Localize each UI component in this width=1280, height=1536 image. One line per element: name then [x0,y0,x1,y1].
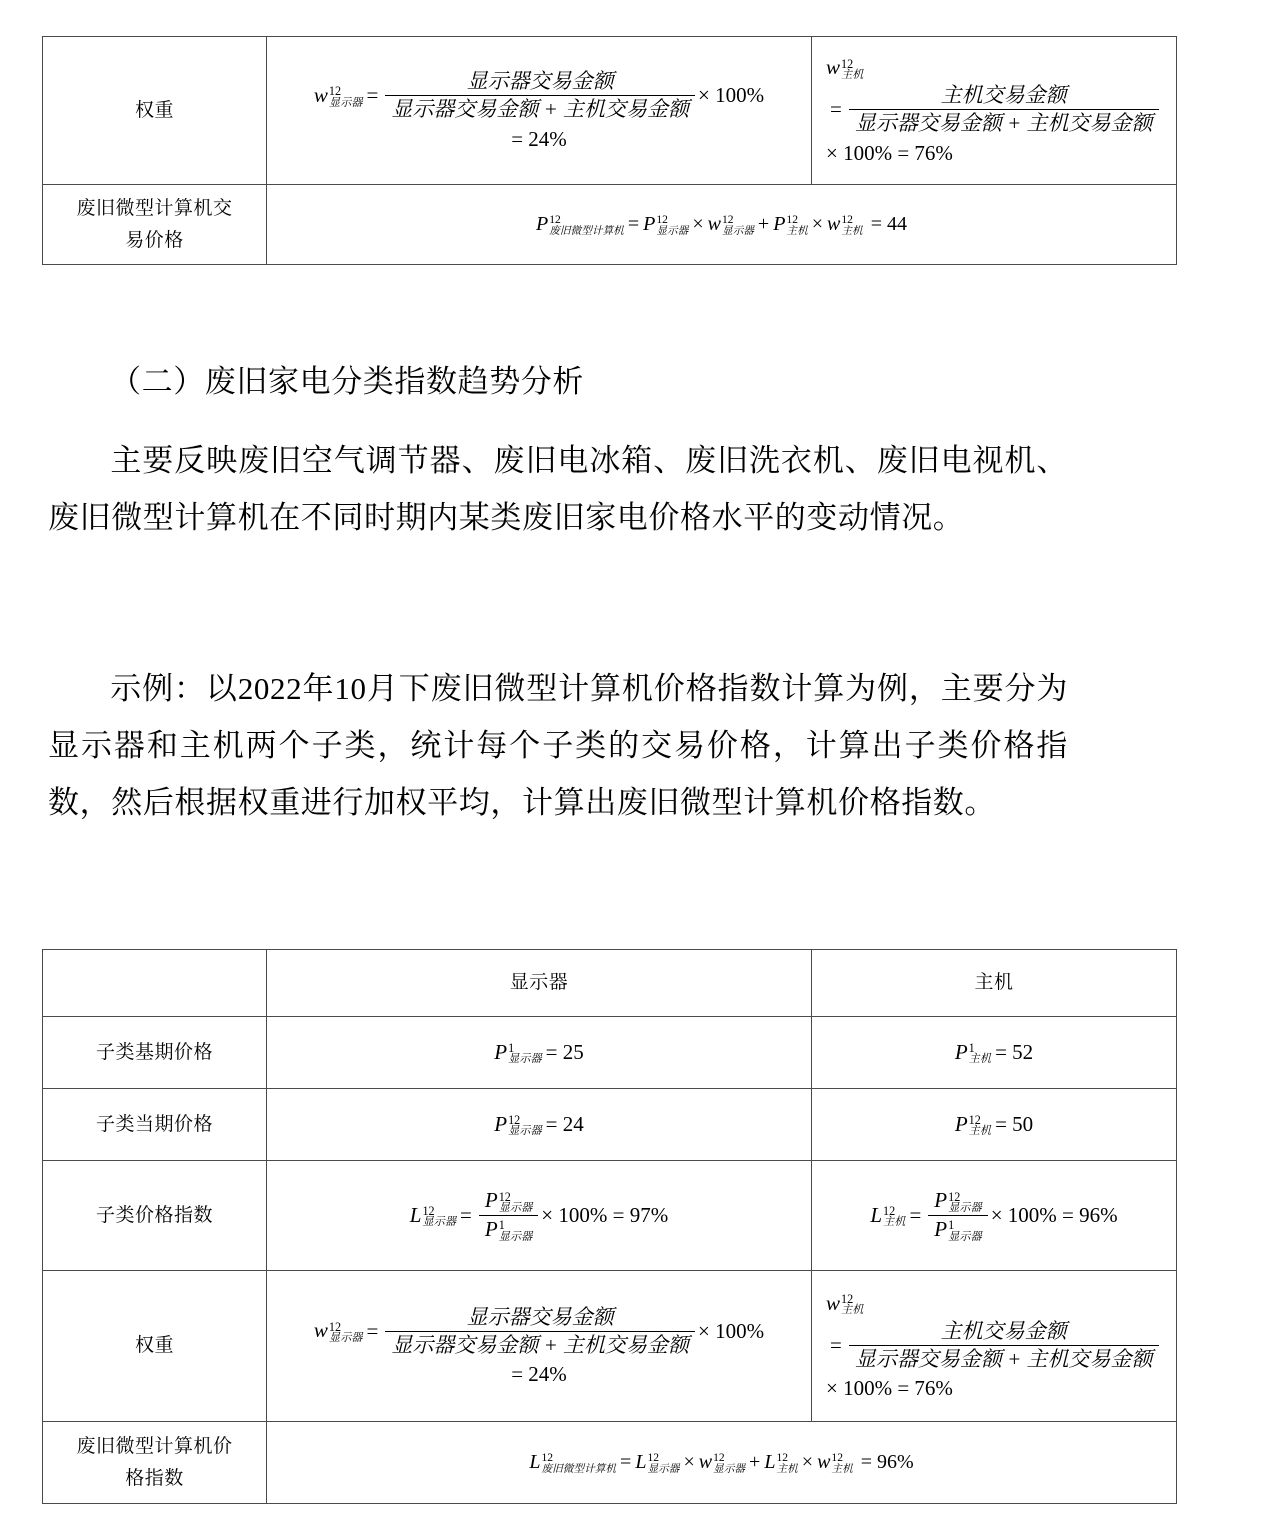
cell-weight-host-formula-bottom: w 12 主机 = $\frac{\text{主机交易金额}}{\text{显示器交易金额 + 主机交易金额}}$ × 100% = 76% [812,1271,1177,1422]
weight-monitor-result: = 24% [511,126,567,151]
paragraph-example [48,660,1068,831]
section-heading [48,352,1128,412]
row-label-subclass-index: 子类价格指数 [43,1161,267,1271]
table-row [43,1422,1177,1504]
header-cell-monitor: 显示器 [267,950,812,1017]
cell-current-price-host: P 12 主机 = 50 [812,1089,1177,1161]
table-computer-index-bottom [42,949,1177,1504]
fraction-monitor-index: P 12 显示器 P 1 显示器 [479,1188,538,1243]
table-weight-price-top [42,36,1177,265]
equals-sign: = [366,83,379,108]
cell-weight-monitor-formula-bottom: w 12 显示器 = $\frac{\text{显示器交易金额}}{\text{显示器交易金额 + 主机交易金额}}$ × 100% = 24% [267,1271,812,1422]
formula-var-w-host: w 12 主机 [826,55,864,81]
cell-base-price-monitor: P 1 显示器 = 25 [267,1017,812,1089]
row-label-base-price: 子类基期价格 [43,1017,267,1089]
table-row [43,1271,1177,1422]
paragraph-example-text: 示例：以2022年10月下废旧微型计算机价格指数计算为例，主要分为显示器和主机两个子类，统计每个子类的交易价格，计算出子类价格指数，然后根据权重进行加权平均，计算出废旧微型计算机价格指数。 [48,671,1068,820]
cell-weight-monitor-formula [267,37,812,185]
formula-var-w: w 12 显示器 [313,82,363,109]
paragraph-overview [48,432,1068,546]
cell-computer-index-formula: L 12 废旧微型计算机 = L 12 显示器 × w 12 显示器 + L 12 主机 × w 12 主机 = 96% [267,1422,1177,1504]
fraction-monitor-weight: $\frac{\text{显示器交易金额}}{\text{显示器交易金额 + 主机交易金额}}$ [385,1305,695,1358]
fraction-monitor-share: $\frac{\text{显示器交易金额}}{\text{显示器交易金额 + 主机交易金额}}$ [385,69,695,122]
fraction-host-index: P 12 显示器 P 1 显示器 [928,1188,987,1243]
table-row [43,1161,1177,1271]
table-row [43,185,1177,265]
row-label-computer-index: 废旧微型计算机价 格指数 [43,1422,267,1504]
page-title: （二）废旧家电分类指数趋势分析 [110,364,584,399]
header-cell-blank [43,950,267,1017]
row-label-weight-bottom: 权重 [43,1271,267,1422]
fraction-host-share: $\frac{\text{主机交易金额}}{\text{显示器交易金额 + 主机交易金额}}$ [849,83,1159,136]
paragraph-overview-text: 主要反映废旧空气调节器、废旧电冰箱、废旧洗衣机、废旧电视机、废旧微型计算机在不同时期内某类废旧家电价格水平的变动情况。 [48,443,1068,535]
header-cell-host: 主机 [812,950,1177,1017]
table-row [43,1017,1177,1089]
row-label-computer-trade-price: 废旧微型计算机交 易价格 [43,185,267,265]
cell-computer-trade-price-formula: P 12 废旧微型计算机 = P 12 显示器 × w 12 显示器 + P 12 主机 × w 12 主机 = 44 [267,185,1177,265]
fraction-host-weight: $\frac{\text{主机交易金额}}{\text{显示器交易金额 + 主机交易金额}}$ [849,1319,1159,1372]
table-row [43,37,1177,185]
cell-subclass-index-host: L 12 主机 = P 12 显示器 P 1 显示器 × 100% = 96% [812,1161,1177,1271]
row-label-weight: 权重 [43,37,267,185]
table-row [43,1089,1177,1161]
row-label-current-price: 子类当期价格 [43,1089,267,1161]
cell-weight-host-formula [812,37,1177,185]
cell-base-price-host: P 1 主机 = 52 [812,1017,1177,1089]
weight-host-result: × 100% = 76% [826,140,953,165]
cell-current-price-monitor: P 12 显示器 = 24 [267,1089,812,1161]
table-header-row [43,950,1177,1017]
cell-subclass-index-monitor: L 12 显示器 = P 12 显示器 P 1 显示器 × 100% = 97% [267,1161,812,1271]
equals-sign-host: = [830,97,842,122]
multiplier-100pct: × 100% [698,83,765,108]
